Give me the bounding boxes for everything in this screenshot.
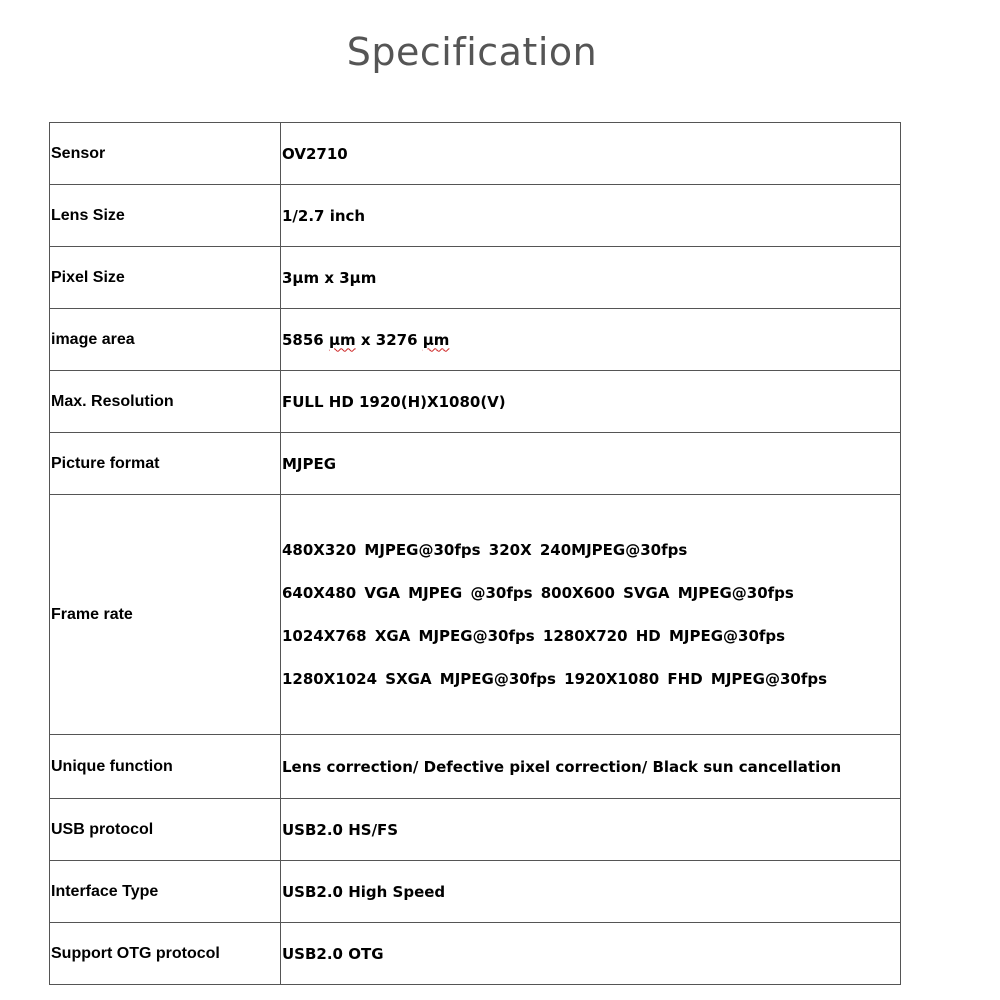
- spec-label-unique-function: Unique function: [50, 735, 281, 799]
- spec-label-max-resolution: Max. Resolution: [50, 371, 281, 433]
- page-title: Specification: [346, 30, 598, 74]
- spec-label-interface-type: Interface Type: [50, 861, 281, 923]
- spec-value-sensor: OV2710: [281, 123, 901, 185]
- table-row: [50, 735, 901, 799]
- image-area-width: 5856: [282, 330, 329, 349]
- table-row: [50, 185, 901, 247]
- spec-label-support-otg: Support OTG protocol: [50, 923, 281, 985]
- table-row: [50, 123, 901, 185]
- spec-value-lens-size: 1/2.7 inch: [281, 185, 901, 247]
- spec-value-support-otg: USB2.0 OTG: [281, 923, 901, 985]
- image-area-height: x 3276: [355, 330, 423, 349]
- spec-value-frame-rate: [281, 495, 901, 735]
- table-row: [50, 371, 901, 433]
- spec-label-image-area: image area: [50, 309, 281, 371]
- spec-value-image-area: [281, 309, 901, 371]
- table-row: [50, 433, 901, 495]
- spec-value-pixel-size: 3μm x 3μm: [281, 247, 901, 309]
- table-row: [50, 309, 901, 371]
- spec-label-frame-rate: Frame rate: [50, 495, 281, 735]
- spec-value-picture-format: MJPEG: [281, 433, 901, 495]
- unit-um: μm: [422, 330, 450, 349]
- table-row: [50, 923, 901, 985]
- specification-table: [49, 122, 901, 985]
- frame-rate-line: 640X480 VGA MJPEG @30fps 800X600 SVGA MJPEG@30fps: [282, 583, 794, 602]
- frame-rate-line: 1024X768 XGA MJPEG@30fps 1280X720 HD MJPEG@30fps: [282, 626, 786, 645]
- spec-label-pixel-size: Pixel Size: [50, 247, 281, 309]
- frame-rate-line: 480X320 MJPEG@30fps 320X 240MJPEG@30fps: [282, 540, 688, 559]
- table-row: [50, 247, 901, 309]
- frame-rate-line: 1280X1024 SXGA MJPEG@30fps 1920X1080 FHD MJPEG@30fps: [282, 669, 828, 688]
- table-row: [50, 495, 901, 735]
- spec-label-lens-size: Lens Size: [50, 185, 281, 247]
- unit-um: μm: [328, 330, 356, 349]
- table-row: [50, 861, 901, 923]
- spec-label-picture-format: Picture format: [50, 433, 281, 495]
- table-row: [50, 799, 901, 861]
- spec-value-max-resolution: FULL HD 1920(H)X1080(V): [281, 371, 901, 433]
- spec-value-interface-type: USB2.0 High Speed: [281, 861, 901, 923]
- spec-value-unique-function: Lens correction/ Defective pixel correction/ Black sun cancellation: [281, 735, 901, 799]
- spec-label-usb-protocol: USB protocol: [50, 799, 281, 861]
- spec-label-sensor: Sensor: [50, 123, 281, 185]
- spec-value-usb-protocol: USB2.0 HS/FS: [281, 799, 901, 861]
